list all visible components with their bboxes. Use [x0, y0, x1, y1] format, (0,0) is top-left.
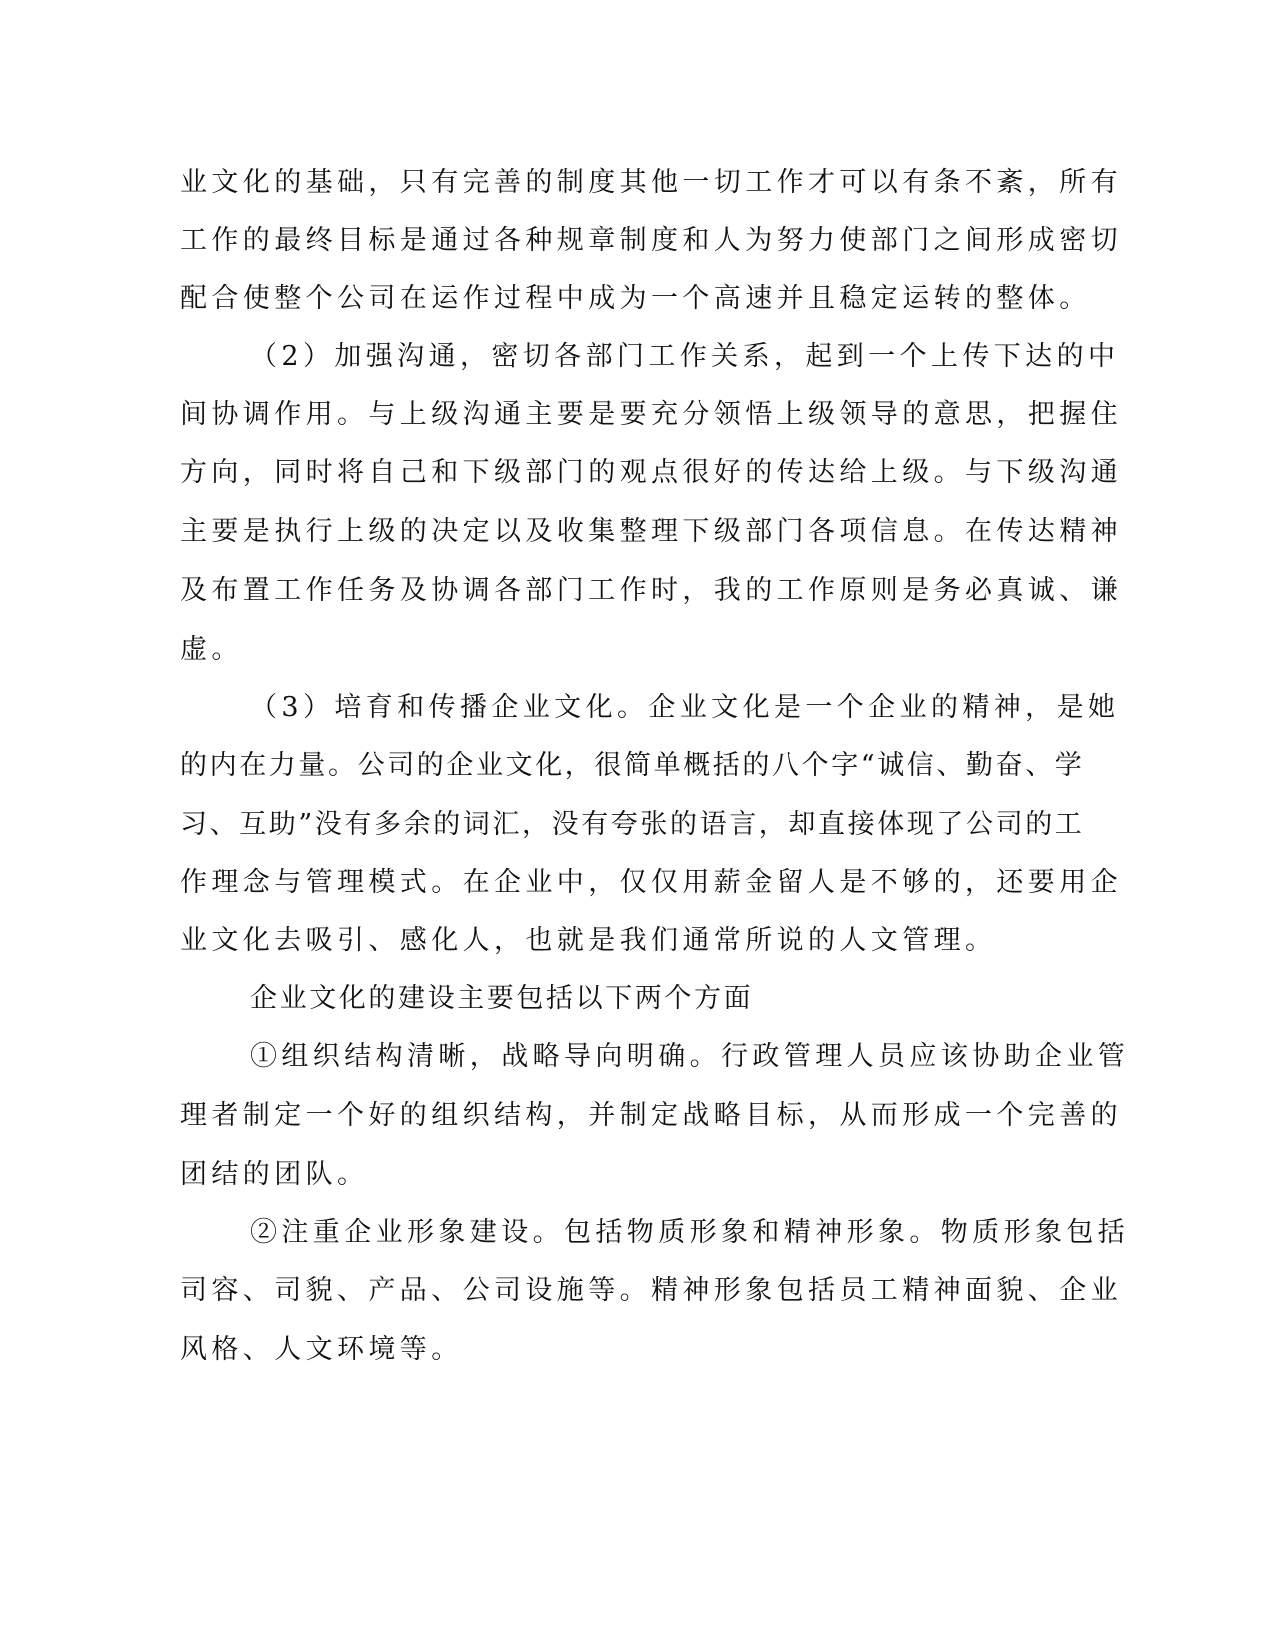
text-line: 理者制定一个好的组织结构，并制定战略目标，从而形成一个完善的 [180, 1100, 1122, 1131]
text-line: 间协调作用。与上级沟通主要是要充分领悟上级领导的意思，把握住 [180, 399, 1122, 430]
text-line: 业文化去吸引、感化人，也就是我们通常所说的人文管理。 [180, 925, 997, 956]
text-line: 习、互助”没有多余的词汇，没有夸张的语言，却直接体现了公司的工 [180, 809, 1085, 840]
text-line: 司容、司貌、产品、公司设施等。精神形象包括员工精神面貌、企业 [180, 1275, 1122, 1306]
text-line: ①组织结构清晰，战略导向明确。行政管理人员应该协助企业管 [250, 1041, 1130, 1072]
text-line: 主要是执行上级的决定以及收集整理下级部门各项信息。在传达精神 [180, 516, 1122, 547]
text-line: 方向，同时将自己和下级部门的观点很好的传达给上级。与下级沟通 [180, 457, 1122, 488]
text-line: 虚。 [180, 634, 243, 665]
text-line: 的内在力量。公司的企业文化，很简单概括的八个字“诚信、勤奋、学 [180, 750, 1085, 781]
text-line: 风格、人文环境等。 [180, 1334, 463, 1365]
text-line: 业文化的基础，只有完善的制度其他一切工作才可以有条不紊，所有 [180, 167, 1122, 198]
text-line: 及布置工作任务及协调各部门工作时，我的工作原则是务必真诚、谦 [180, 575, 1122, 606]
text-line: ②注重企业形象建设。包括物质形象和精神形象。物质形象包括 [250, 1217, 1130, 1248]
text-line: 工作的最终目标是通过各种规章制度和人为努力使部门之间形成密切 [180, 225, 1122, 256]
text-line: 配合使整个公司在运作过程中成为一个高速并且稳定运转的整体。 [180, 283, 1091, 314]
text-line: 团结的团队。 [180, 1159, 369, 1190]
text-line: 企业文化的建设主要包括以下两个方面 [250, 983, 754, 1014]
text-line: （2）加强沟通，密切各部门工作关系，起到一个上传下达的中 [250, 341, 1120, 372]
text-line: （3）培育和传播企业文化。企业文化是一个企业的精神，是她 [250, 692, 1120, 723]
text-line: 作理念与管理模式。在企业中，仅仅用薪金留人是不够的，还要用企 [180, 867, 1122, 898]
